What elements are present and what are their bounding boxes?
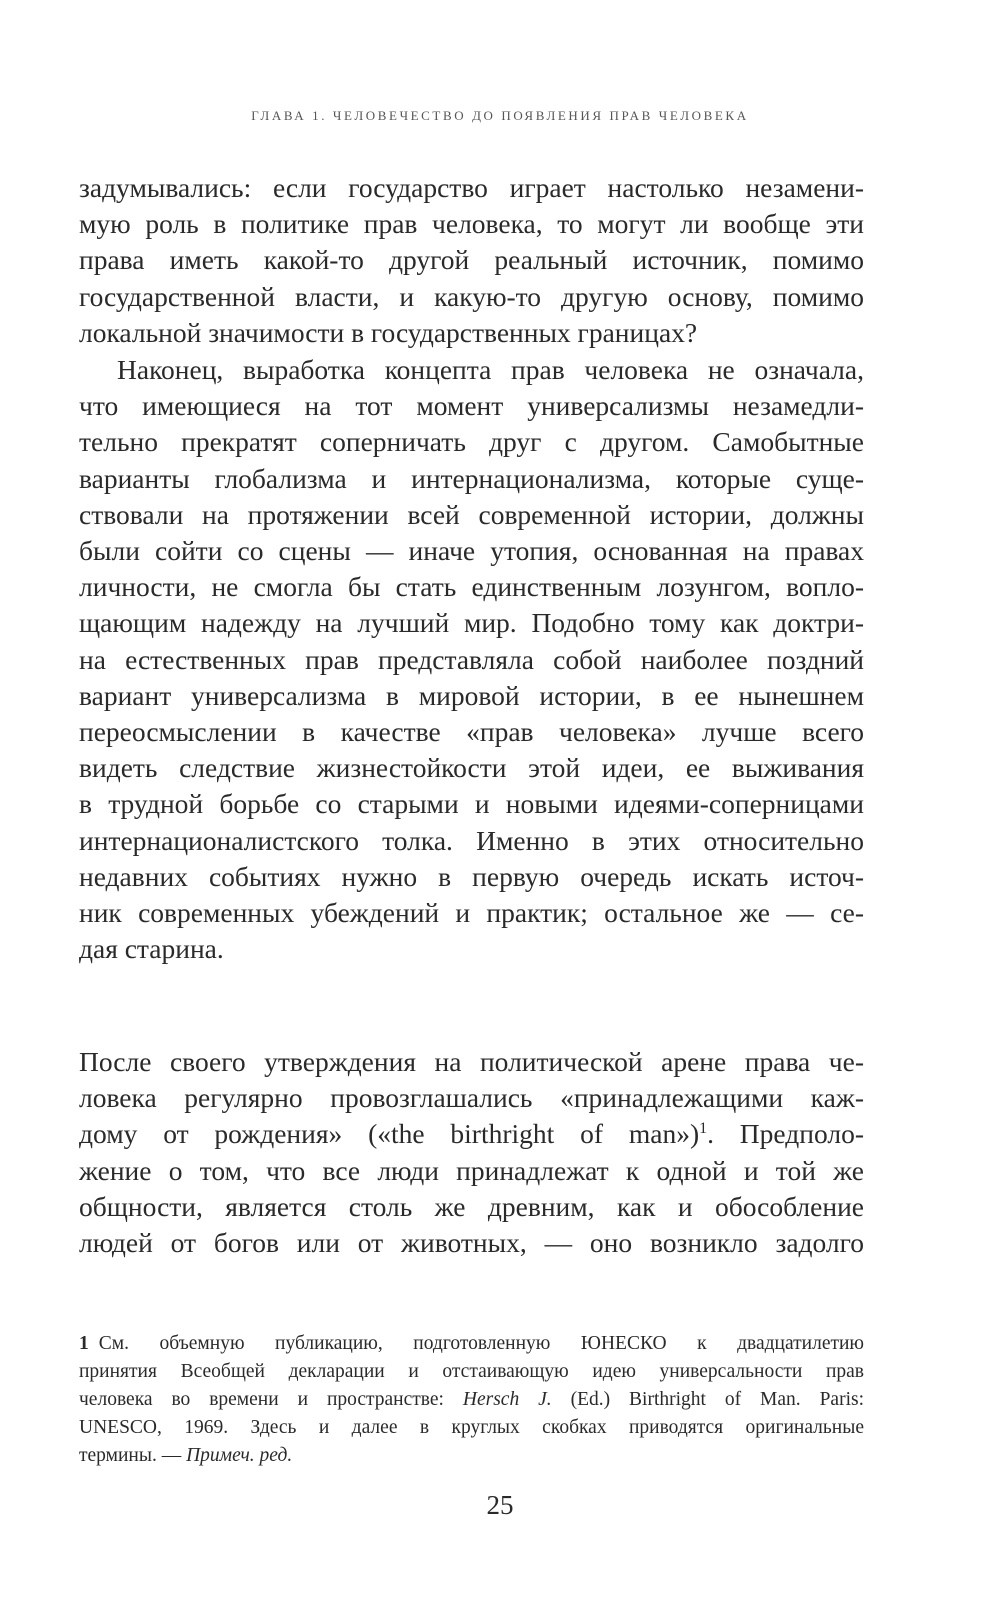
text-segment: дому от рождения» («the birthright of man») <box>79 1118 700 1150</box>
text-line: ник современных убеждений и практик; остальное же — се- <box>79 897 864 929</box>
section-paragraph <box>79 1044 864 1261</box>
text-line: После своего утверждения на политической арене права че- <box>79 1046 864 1077</box>
paragraph <box>79 352 864 967</box>
text-line: мую роль в политике прав человека, то могут ли вообще эти <box>79 208 864 240</box>
editor-note: Примеч. ред. <box>186 1445 293 1466</box>
running-head: ГЛАВА 1. ЧЕЛОВЕЧЕСТВО ДО ПОЯВЛЕНИЯ ПРАВ ЧЕЛОВЕКА <box>251 108 749 123</box>
text-line: личности, не смогла бы стать единственным лозунгом, вопло- <box>79 571 864 603</box>
text-line: дая старина. <box>79 933 224 965</box>
text-line: права иметь какой-то другой реальный источник, помимо <box>79 244 864 276</box>
footnote-line <box>79 1330 864 1358</box>
footnote-line: принятия Всеобщей декларации и отстаивающую идею универсальности прав <box>79 1361 864 1382</box>
text-line: людей от богов или от животных, — оно возникло задолго <box>79 1227 864 1259</box>
paragraph-continuation <box>79 170 864 351</box>
footnote-reference: 1 <box>699 1120 708 1138</box>
text-line: государственной власти, и какую-то другую основу, помимо <box>79 280 864 312</box>
text-line: тельно прекратят соперничать друг с другом. Самобытные <box>79 426 864 458</box>
text-segment: См. объемную публикацию, подготовленную ЮНЕСКО к двадцатилетию <box>98 1333 864 1354</box>
text-line: ствовали на протяжении всей современной истории, должны <box>79 498 864 530</box>
text-line: общности, является столь же древним, как и обособление <box>79 1190 864 1222</box>
text-segment: . Предполо- <box>707 1118 864 1150</box>
text-line: переосмыслении в качестве «прав человека» лучше всего <box>79 716 864 748</box>
text-line: недавних событиях нужно в первую очередь искать источ- <box>79 860 864 892</box>
text-line: задумывались: если государство играет настолько незамени- <box>79 172 864 203</box>
text-line: жение о том, что все люди принадлежат к одной и той же <box>79 1154 864 1186</box>
text-line-with-footnote <box>79 1116 864 1152</box>
text-segment: (Ed.) Birthright of Man. Paris: <box>551 1389 864 1410</box>
text-segment: термины. — <box>79 1445 187 1466</box>
text-line: Наконец, выработка концепта прав человека не означала, <box>117 354 864 385</box>
text-line: видеть следствие жизнестойкости этой идеи, ее выживания <box>79 752 864 784</box>
text-line: в трудной борьбе со старыми и новыми идеями-соперницами <box>79 788 864 820</box>
text-line: щающим надежду на лучший мир. Подобно тому как доктри- <box>79 607 864 639</box>
text-line: что имеющиеся на тот момент универсализмы незамедли- <box>79 390 864 422</box>
text-line: на естественных прав представляла собой наиболее поздний <box>79 643 864 675</box>
text-line: интернационалистского толка. Именно в этих относительно <box>79 824 864 856</box>
footnote-mark: 1 <box>79 1333 89 1354</box>
footnote <box>79 1330 864 1470</box>
text-line: варианты глобализма и интернационализма, которые суще- <box>79 462 864 494</box>
footnote-line <box>79 1386 864 1414</box>
text-line: ловека регулярно провозглашались «принадлежащими каж- <box>79 1082 864 1114</box>
page-number: 25 <box>486 1490 514 1520</box>
footnote-line: UNESCO, 1969. Здесь и далее в круглых скобках приводятся оригинальные <box>79 1417 864 1438</box>
text-line: локальной значимости в государственных границах? <box>79 316 698 348</box>
author-name: Hersch J. <box>462 1389 552 1410</box>
text-line: были сойти со сцены — иначе утопия, основанная на правах <box>79 535 864 567</box>
text-line: вариант универсализма в мировой истории, в ее нынешнем <box>79 679 864 711</box>
text-segment: человека во времени и пространстве: <box>79 1389 463 1410</box>
footnote-line <box>79 1442 864 1470</box>
